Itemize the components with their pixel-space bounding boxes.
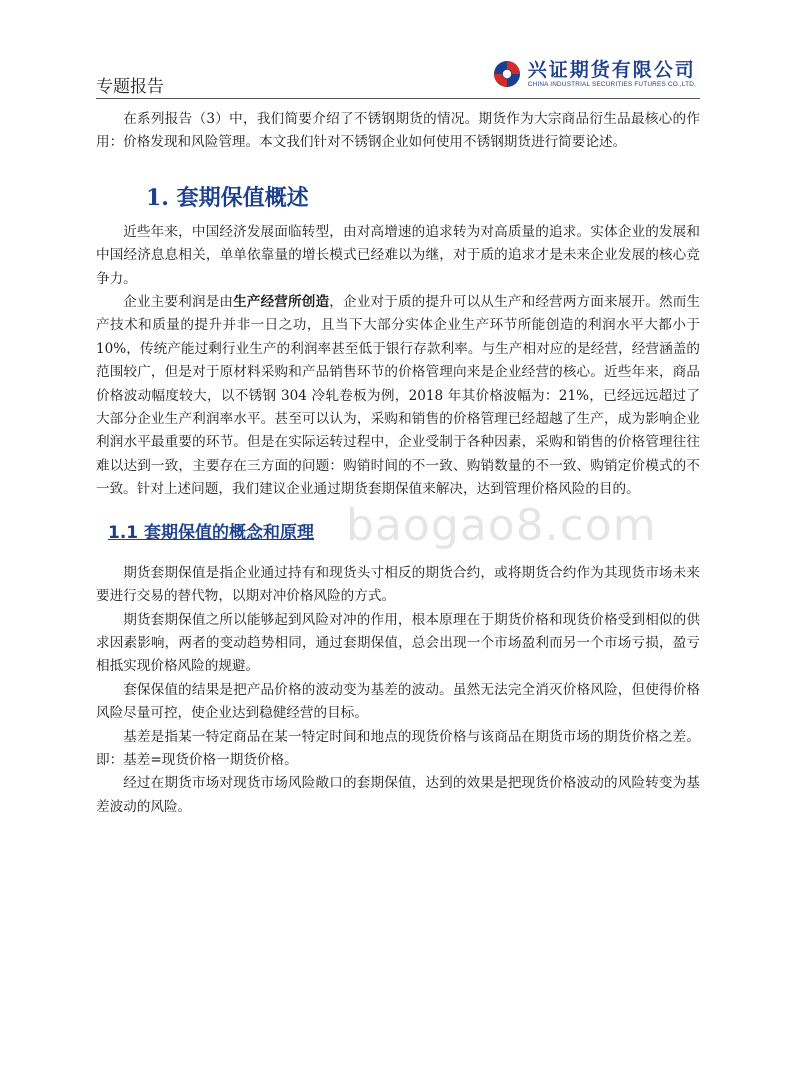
- intro-paragraph: 在系列报告（3）中，我们简要介绍了不锈钢期货的情况。期货作为大宗商品衍生品最核心的作用：价格发现和风险管理。本文我们针对不锈钢企业如何使用不锈钢期货进行简要论述。: [96, 111, 700, 151]
- report-type-title: 专题报告: [96, 77, 164, 97]
- section-heading-1: 1. 套期保值概述: [146, 184, 309, 211]
- p2-bold-phrase: 生产经营所创造: [233, 294, 330, 311]
- p2-prefix: 企业主要利润是由: [123, 294, 234, 311]
- section1-1-paragraph: 期货套期保值是指企业通过持有和现货头寸相反的期货合约，或将期货合约作为其现货市场未来要进行交易的替代物，以期对冲价格风险的方式。: [96, 564, 700, 605]
- section1-1-paragraph: 基差是指某一特定商品在某一特定时间和地点的现货价格与该商品在期货市场的期货价格之差。即：基差=现货价格一期货价格。: [96, 728, 700, 768]
- section1-1-paragraph: 经过在期货市场对现货市场风险敞口的套期保值，达到的效果是把现货价格波动的风险转变为基差波动的风险。: [96, 775, 700, 815]
- page-header: [96, 54, 700, 96]
- header-divider: [96, 98, 700, 99]
- section1-1-paragraph: 套保保值的结果是把产品价格的波动变为基差的波动。虽然无法完全消灭价格风险，但使得价格风险尽量可控，使企业达到稳健经营的目标。: [96, 681, 700, 722]
- company-logo-icon: [492, 59, 522, 89]
- p2-suffix: ，企业对于质的提升可以从生产和经营两方面来展开。然而生产技术和质量的提升并非一日之功，且当下大部分实体企业生产环节所能创造的利润水平大都小于 10%，传统产能过剩行业生产的利润率甚至低于银行存款利率。与生产相对应的是经营，经营涵盖的范围较广，但是对于原材料采购和产品销售环节的价格管理向来是企业经营的核心。近些年来，商品价格波动幅度较大，以不锈钢 304 冷轧卷板为例，2018 年其价格波幅为：21%，已经远远超过了大部分企业生产利润率水平。甚至可以认为，采购和销售的价格管理已经超越了生产，成为影响企业利润水平最重要的环节。但是在实际运转过程中，企业受制于各种因素，采购和销售的价格管理往往难以达到一致，主要存在三方面的问题：购销时间的不一致、购销数量的不一致、购销定价模式的不一致。针对上述问题，我们建议企业通过期货套期保值来解决，达到管理价格风险的目的。: [96, 294, 701, 498]
- site-watermark: baogao8.com: [346, 500, 657, 551]
- section-heading-1-1: 1.1 套期保值的概念和原理: [108, 522, 315, 543]
- report-body: [96, 108, 700, 819]
- section1-1-paragraph: 期货套期保值之所以能够起到风险对冲的作用，根本原理在于期货价格和现货价格受到相似的供求因素影响，两者的变动趋势相同，通过套期保值，总会出现一个市场盈利而另一个市场亏损，盈亏相抵实现价格风险的规避。: [96, 611, 700, 675]
- section1-paragraph-1: 近些年来，中国经济发展面临转型，由对高增速的追求转为对高质量的追求。实体企业的发展和中国经济息息相关，单单依靠量的增长模式已经难以为继，对于质的追求才是未来企业发展的核心竞争力。: [96, 223, 700, 287]
- company-logo: [492, 56, 696, 92]
- company-name-en: CHINA INDUSTRIAL SECURITIES FUTURES CO.,LTD.: [527, 81, 696, 88]
- section1-paragraph-2: [96, 291, 700, 502]
- company-name-cn: 兴证期货有限公司: [527, 59, 696, 81]
